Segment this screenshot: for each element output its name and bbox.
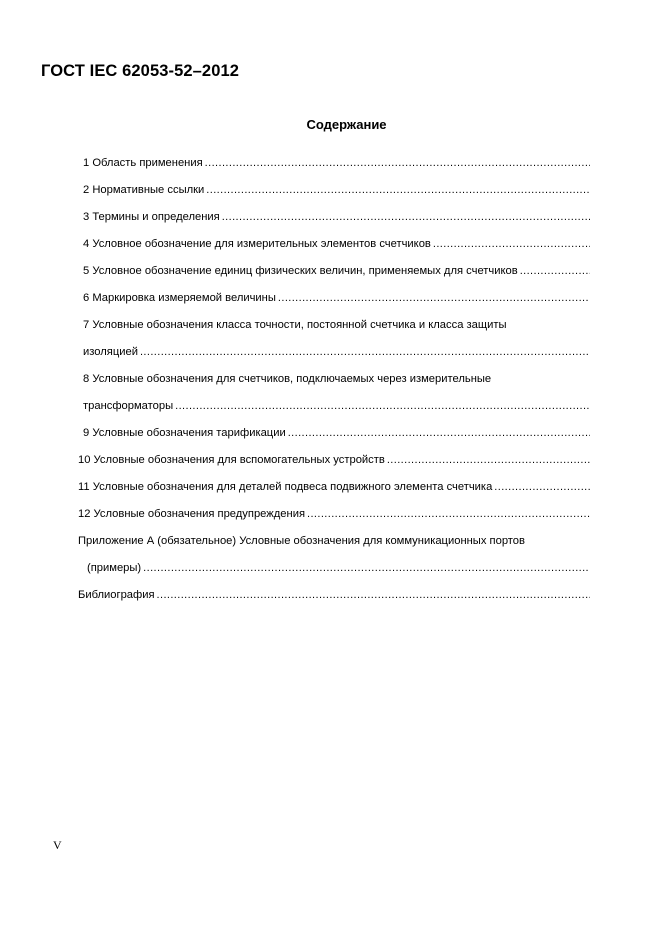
dot-leader	[143, 559, 590, 577]
toc-entry-text: 11 Условные обозначения для деталей подвеса подвижного элемента счетчика	[78, 481, 493, 493]
toc-entry-text: 2 Нормативные ссылки	[83, 184, 205, 196]
dot-leader	[222, 208, 590, 226]
toc-entry-8-continued[interactable]	[83, 397, 590, 415]
toc-entry-text: 9 Условные обозначения тарификации	[83, 427, 286, 439]
toc-entry-2[interactable]	[83, 181, 590, 199]
toc-entry-3[interactable]	[83, 208, 590, 226]
dot-leader	[157, 586, 590, 604]
toc-entry-text: Библиография	[78, 589, 155, 601]
toc-entry-text: (примеры)	[87, 562, 142, 574]
dot-leader	[307, 505, 590, 523]
dot-leader	[520, 262, 590, 280]
toc-entry-12[interactable]	[78, 505, 590, 523]
toc-entry-10[interactable]	[78, 451, 590, 469]
toc-entry-text: трансформаторы	[83, 400, 174, 412]
toc-entry-text: 8 Условные обозначения для счетчиков, подключаемых через измерительные	[83, 373, 492, 385]
page-number: V	[53, 838, 62, 852]
toc-entry-bibliography[interactable]	[78, 586, 590, 604]
toc-entry-text: 10 Условные обозначения для вспомогательных устройств	[78, 454, 385, 466]
toc-entry-text: 4 Условное обозначение для измерительных элементов счетчиков	[83, 238, 431, 250]
dot-leader	[205, 154, 590, 172]
dot-leader	[175, 397, 590, 415]
toc-entry-11[interactable]	[78, 478, 590, 496]
dot-leader	[387, 451, 590, 469]
toc-entry-text: 1 Область применения	[83, 157, 203, 169]
dot-leader	[433, 235, 590, 253]
toc-entry-text: 7 Условные обозначения класса точности, постоянной счетчика и класса защиты	[83, 319, 507, 331]
toc-entry-text: Приложение А (обязательное) Условные обозначения для коммуникационных портов	[78, 535, 525, 547]
toc-title: Содержание	[306, 117, 387, 132]
toc-entry-4[interactable]	[83, 235, 590, 253]
dot-leader	[288, 424, 590, 442]
toc-entry-text: 6 Маркировка измеряемой величины	[83, 292, 276, 304]
toc-entry-7-continued[interactable]	[83, 343, 590, 361]
toc-entry-appendix-a-continued[interactable]	[87, 559, 590, 577]
toc-entry-1[interactable]	[83, 154, 590, 172]
toc-entry-8[interactable]	[83, 370, 590, 388]
toc-entry-text: 5 Условное обозначение единиц физических величин, применяемых для счетчиков	[83, 265, 518, 277]
dot-leader	[140, 343, 590, 361]
dot-leader	[206, 181, 590, 199]
toc-entry-9[interactable]	[83, 424, 590, 442]
toc-entry-5[interactable]	[83, 262, 590, 280]
toc-entry-6[interactable]	[83, 289, 590, 307]
toc-entry-text: изоляцией	[83, 346, 138, 358]
toc-entry-7[interactable]	[83, 316, 590, 334]
document-header: ГОСТ IEC 62053-52–2012	[41, 62, 240, 80]
toc-entry-text: 12 Условные обозначения предупреждения	[78, 508, 305, 520]
dot-leader	[278, 289, 590, 307]
toc-entry-appendix-a[interactable]	[78, 532, 590, 550]
dot-leader	[494, 478, 590, 496]
toc-entry-text: 3 Термины и определения	[83, 211, 220, 223]
